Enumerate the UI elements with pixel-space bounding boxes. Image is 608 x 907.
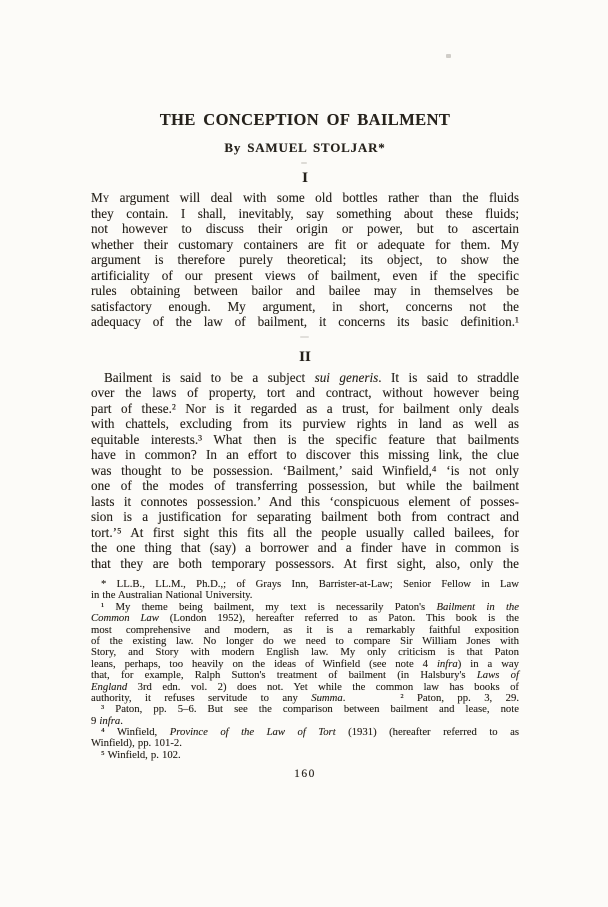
page-number: 160	[294, 768, 316, 781]
text-line: of the existing law. No longer do we need to compare Sir William Jones with	[91, 634, 519, 647]
text-line: they contain. I shall, inevitably, say something about these fluids;	[91, 205, 519, 221]
text-line: My argument will deal with some old bottles rather than the fluids	[91, 190, 519, 205]
text-line: * LL.B., LL.M., Ph.D.,; of Grays Inn, Barrister-at-Law; Senior Fellow in Law	[101, 578, 519, 590]
text-line: Common Law (London 1952), hereafter referred to as Paton. This book is the	[91, 612, 520, 625]
text-line: in the Australian National University.	[91, 589, 253, 602]
text-line: lasts it connotes possession.’ And this ‘conspicuous element of posses-	[91, 493, 519, 509]
section-heading-1: I	[302, 170, 308, 186]
text-line: the one thing that (say) a borrower and a finder have in common is	[91, 540, 519, 555]
text-line: have in common? In an effort to discover this missing link, the clue	[91, 447, 519, 462]
section-1-paragraph	[91, 190, 519, 330]
text-line: ³ Paton, pp. 5–6. But see the comparison between bailment and lease, note	[101, 703, 519, 716]
text-line: 9 infra.	[91, 714, 123, 727]
text-line: leans, perhaps, too heavily on the ideas of Winfield (see note 4 infra) in a way	[91, 657, 519, 670]
text-line: artificiality of our present views of bailment, even if the specific	[91, 267, 519, 283]
text-line: Bailment is said to be a subject sui generis. It is said to straddle	[104, 369, 519, 385]
text-line: one of the modes of transferring possession, but while the bailment	[91, 478, 519, 493]
text-line: that, for example, Ralph Sutton's treatment of bailment (in Halsbury's Laws of	[91, 669, 519, 682]
text-line: most comprehensive and modern, as it is a remarkably faithful exposition	[91, 623, 519, 636]
text-line: satisfactory enough. My argument, in short, concerns not the	[91, 298, 519, 314]
page-content	[91, 111, 519, 780]
text-line: equitable interests.³ What then is the specific feature that bailments	[91, 431, 519, 447]
footnotes-block	[91, 579, 519, 761]
text-line: with chattels, excluding from its purview rights in land as well as	[91, 416, 519, 431]
article-title: THE CONCEPTION OF BAILMENT	[159, 110, 451, 129]
text-line: not however to discuss their origin or power, but to ascertain	[91, 221, 519, 236]
text-line: adequacy of the law of bailment, it concerns its basic definition.¹	[91, 314, 519, 329]
text-line: whether their customary containers are fit or adequate for them. My	[91, 236, 519, 252]
text-line: argument is therefore purely theoretical; its object, to show the	[91, 252, 519, 267]
text-line: ⁵ Winfield, p. 102.	[101, 748, 181, 761]
text-line: was thought to be possession. ‘Bailment,’ said Winfield,⁴ ‘is not only	[91, 462, 519, 478]
section-2-paragraph	[91, 370, 519, 572]
text-line: sion is a justification for separating bailment both from contract and	[91, 509, 519, 524]
text-line: Story, and Story with modern English law. My only criticism is that Paton	[91, 646, 519, 659]
text-line: authority, it refuses servitude to any Summa. ² Paton, pp. 3, 29.	[91, 691, 519, 704]
text-line: rules obtaining between bailor and bailee may in themselves be	[91, 283, 519, 298]
text-line: Winfield), pp. 101-2.	[91, 737, 182, 750]
text-line: ¹ My theme being bailment, my text is necessarily Paton's Bailment in the	[101, 600, 519, 613]
text-line: part of these.² Nor is it regarded as a trust, for bailment only deals	[91, 400, 519, 416]
text-line: over the laws of property, tort and contract, without however being	[91, 385, 519, 400]
article-byline: By SAMUEL STOLJAR*	[224, 140, 386, 155]
scan-artifact	[446, 54, 451, 58]
text-line: tort.’⁵ At first sight this fits all the people usually called bailees, for	[91, 524, 519, 540]
text-line: that they are both temporary possessors. At first sight, also, only the	[91, 555, 519, 571]
text-line: England 3rd edn. vol. 2) does not. Yet while the common law has books of	[91, 680, 519, 693]
section-heading-2: II	[299, 348, 311, 365]
text-line: ⁴ Winfield, Province of the Law of Tort (1931) (hereafter referred to as	[101, 726, 520, 739]
